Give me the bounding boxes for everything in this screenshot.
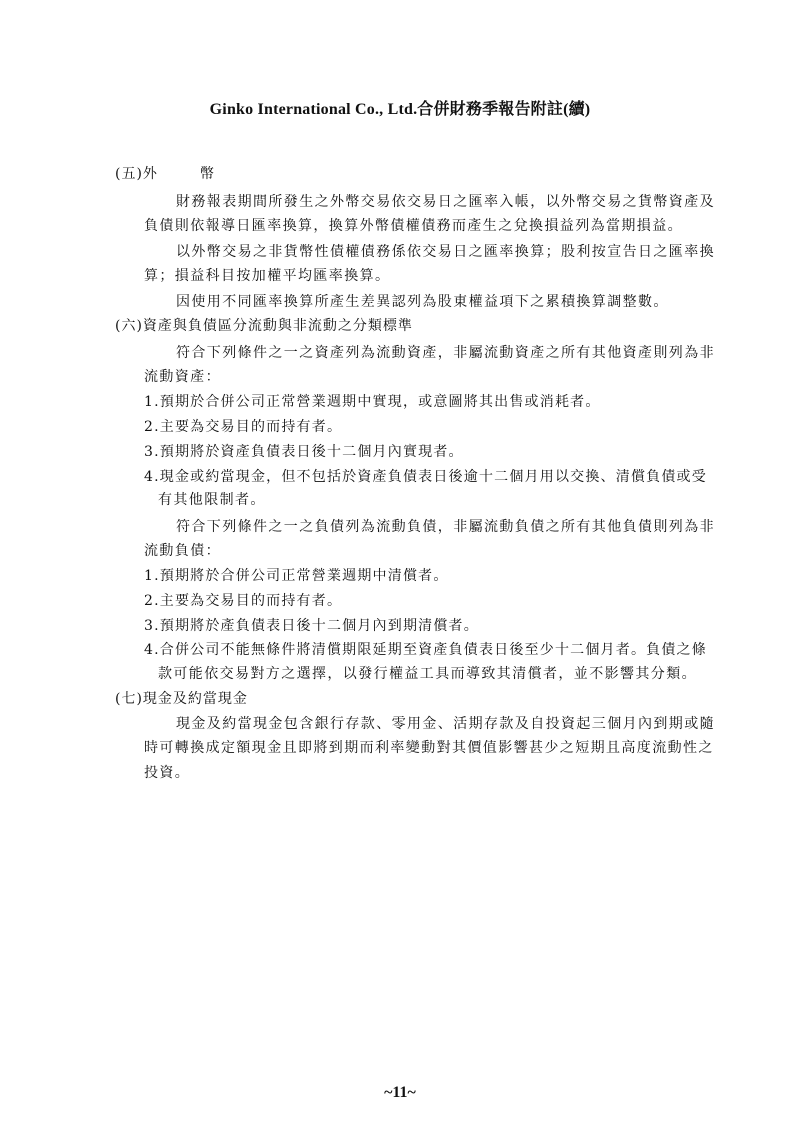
list-item: 3.預期將於產負債表日後十二個月內到期清償者。 — [144, 618, 479, 634]
section-heading-current-noncurrent: (六)資產與負債區分流動與非流動之分類標準 — [115, 318, 413, 334]
list-item: 1.預期於合併公司正常營業週期中實現，或意圖將其出售或消耗者。 — [144, 394, 601, 410]
section-heading-foreign-currency — [115, 164, 215, 184]
paragraph-line: 流動負債： — [144, 543, 221, 559]
paragraph-line: 投資。 — [144, 765, 191, 781]
page-title: Ginko International Co., Ltd.合併財務季報告附註(續) — [209, 101, 591, 118]
paragraph-line: 負債則依報導日匯率換算，換算外幣債權債務而產生之兌換損益列為當期損益。 — [144, 218, 683, 234]
list-item: 4.合併公司不能無條件將清償期限延期至資產負債表日後至少十二個月者。負債之條 — [144, 642, 707, 658]
paragraph-line: 符合下列條件之一之負債列為流動負債，非屬流動負債之所有其他負債則列為非 — [176, 519, 715, 535]
list-item: 2.主要為交易目的而持有者。 — [144, 419, 343, 435]
list-item-continuation: 有其他限制者。 — [158, 492, 266, 508]
section-heading-number: (五)外 — [115, 166, 158, 182]
paragraph-line: 因使用不同匯率換算所產生差異認列為股東權益項下之累積換算調整數。 — [176, 294, 669, 310]
list-item: 2.主要為交易目的而持有者。 — [144, 593, 343, 609]
paragraph-line: 財務報表期間所發生之外幣交易依交易日之匯率入帳，以外幣交易之貨幣資產及 — [176, 194, 715, 210]
paragraph-line: 符合下列條件之一之資產列為流動資產，非屬流動資產之所有其他資產則列為非 — [176, 345, 715, 361]
paragraph-line: 流動資產： — [144, 369, 221, 385]
page-number: ~11~ — [384, 1084, 416, 1101]
paragraph-line: 現金及約當現金包含銀行存款、零用金、活期存款及自投資起三個月內到期或隨 — [176, 716, 715, 732]
list-item-continuation: 款可能依交易對方之選擇，以發行權益工具而導致其清償者，並不影響其分類。 — [158, 666, 697, 682]
section-heading-cash: (七)現金及約當現金 — [115, 691, 248, 707]
list-item: 3.預期將於資產負債表日後十二個月內實現者。 — [144, 444, 464, 460]
list-item: 1.預期將於合併公司正常營業週期中清償者。 — [144, 568, 449, 584]
paragraph-line: 算；損益科目按加權平均匯率換算。 — [144, 268, 391, 284]
paragraph-line: 時可轉換成定額現金且即將到期而利率變動對其價值影響甚少之短期且高度流動性之 — [144, 740, 714, 756]
paragraph-line: 以外幣交易之非貨幣性債權債務係依交易日之匯率換算；股利按宣告日之匯率換 — [176, 244, 715, 260]
section-heading-rest: 幣 — [199, 166, 215, 182]
list-item: 4.現金或約當現金，但不包括於資產負債表日後逾十二個月用以交換、清償負債或受 — [144, 469, 707, 485]
